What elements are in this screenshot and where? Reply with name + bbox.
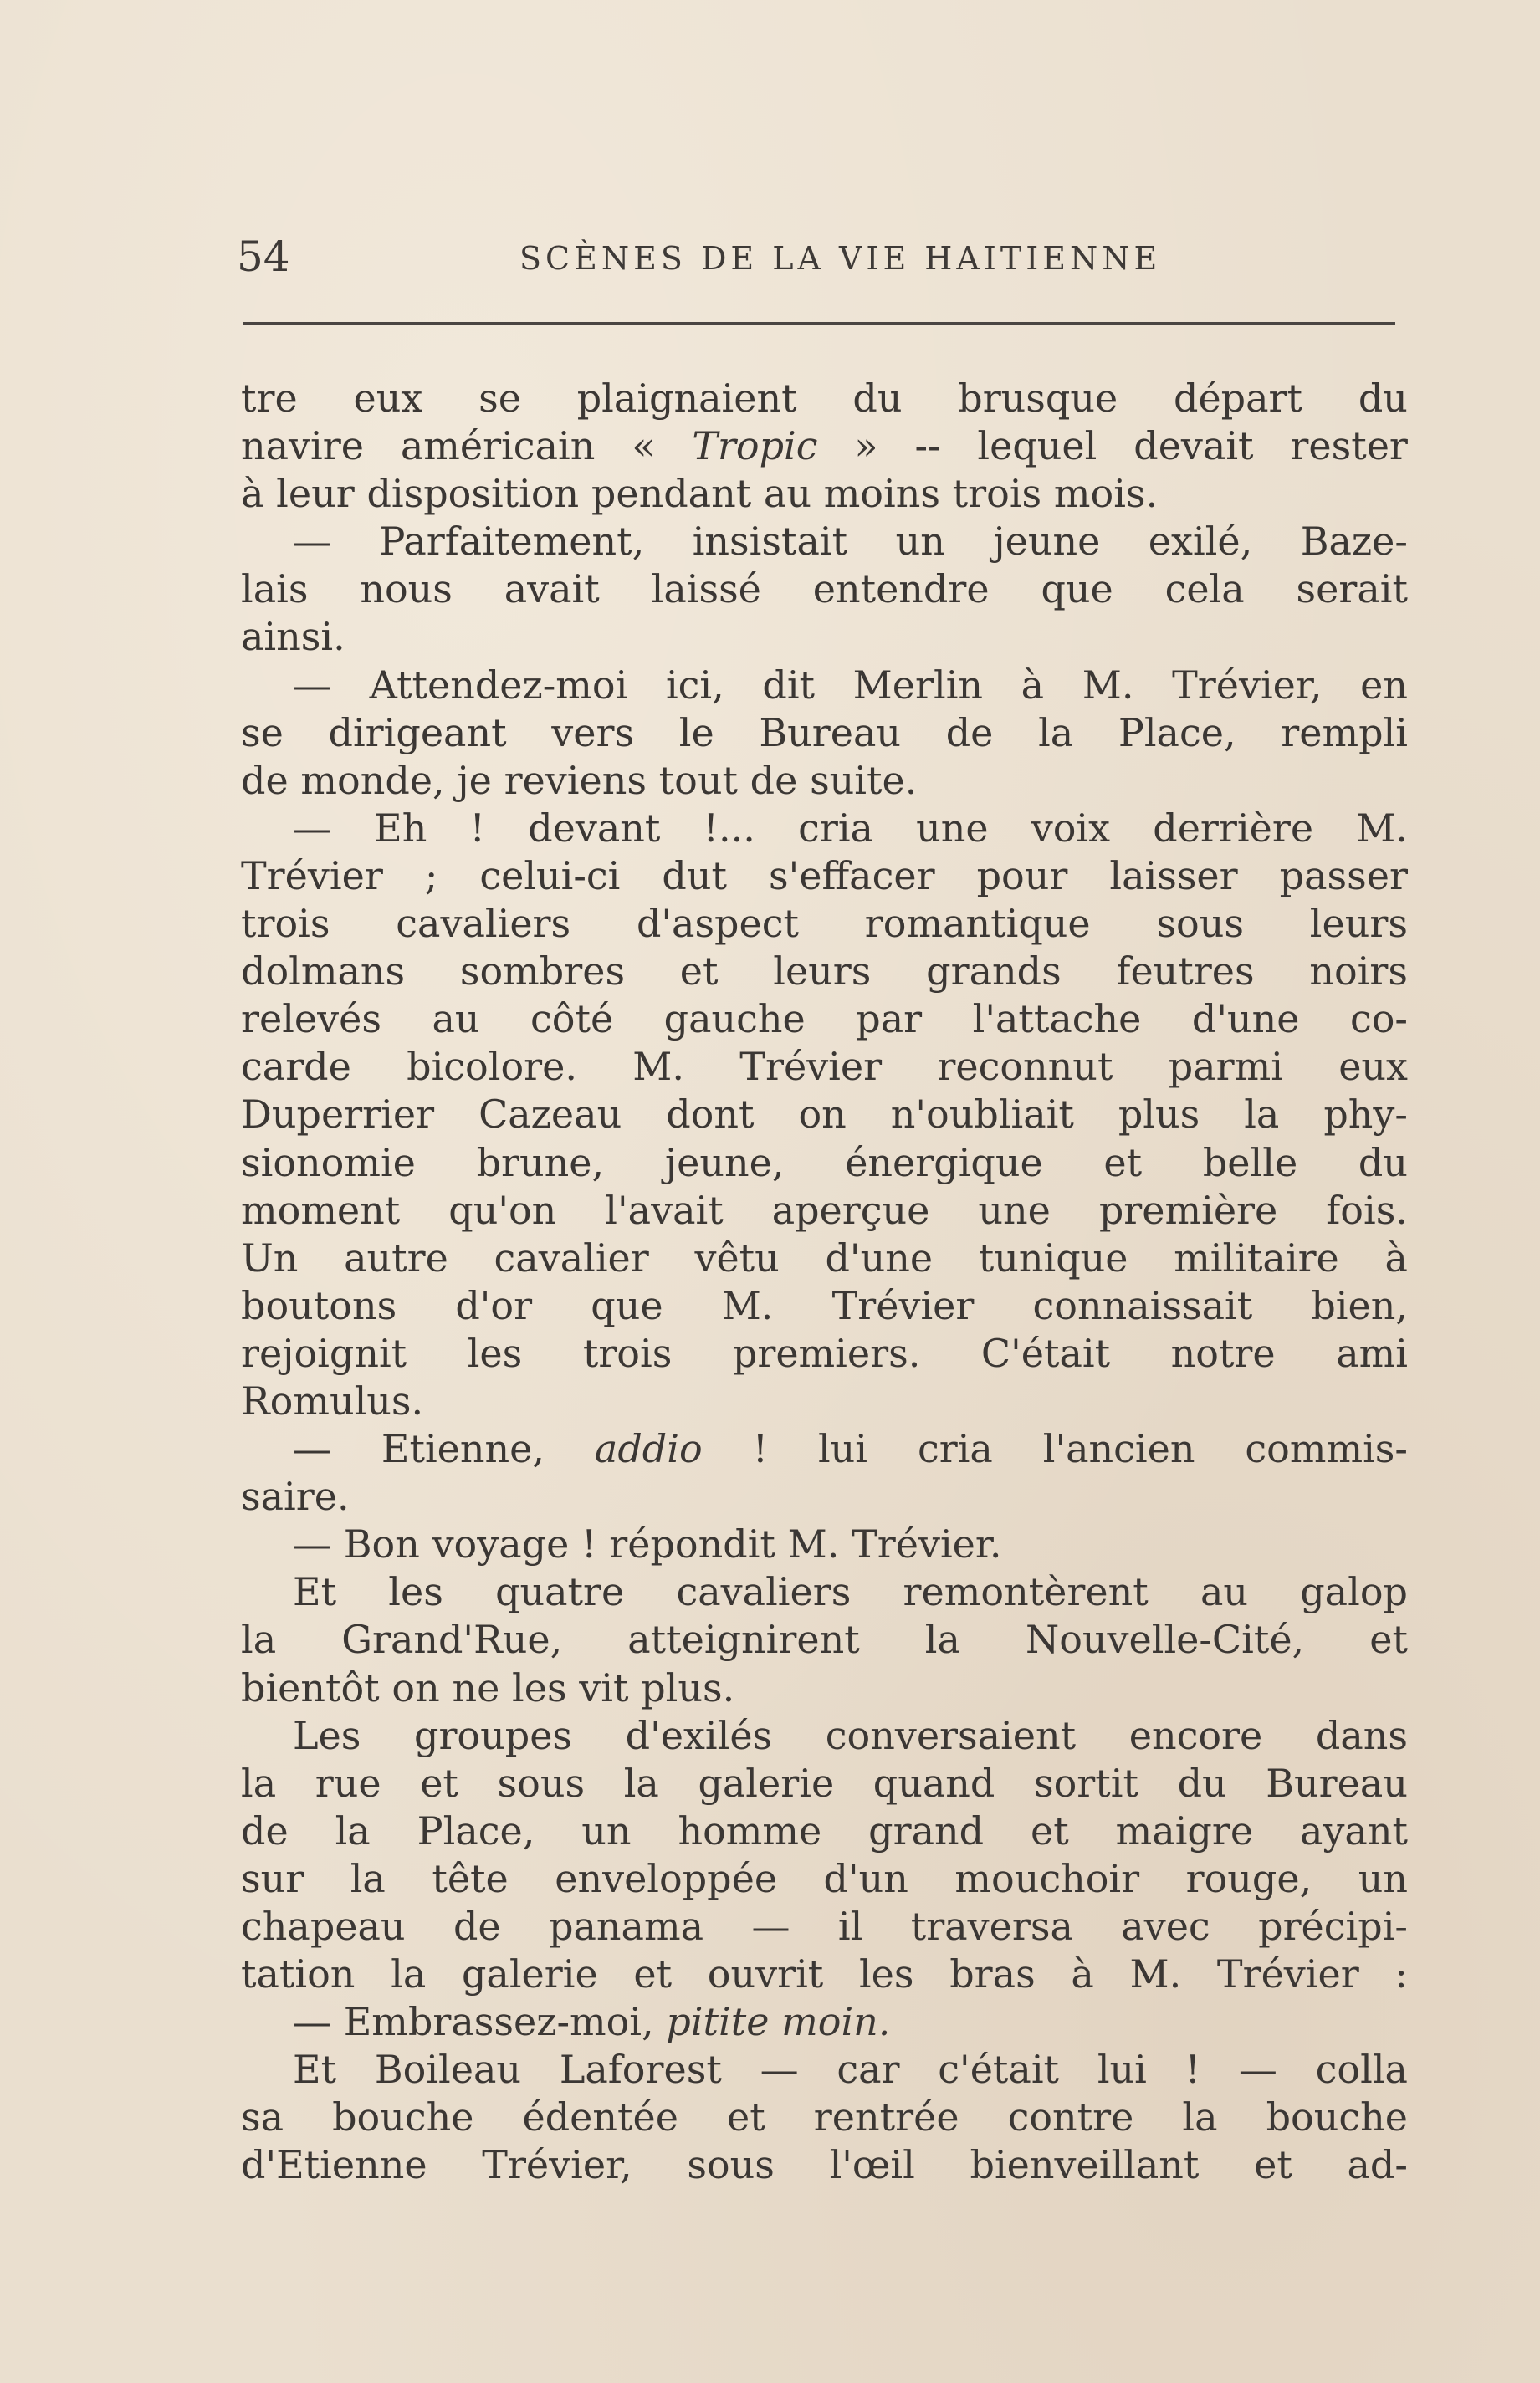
text-line: lais nous avait laissé entendre que cela serait: [241, 566, 1408, 612]
text-line: la rue et sous la galerie quand sortit du Bureau: [241, 1760, 1408, 1806]
text-line: tre eux se plaignaient du brusque départ du: [241, 376, 1408, 421]
text-line: rejoignit les trois premiers. C'était notre ami: [241, 1330, 1408, 1376]
text-line: tation la galerie et ouvrit les bras à M. Trévier :: [241, 1951, 1408, 1997]
body-text: [241, 375, 1408, 2190]
text-line: sionomie brune, jeune, énergique et belle du: [241, 1139, 1408, 1185]
text-line: Et Boileau Laforest — car c'était lui ! — colla: [293, 2047, 1408, 2093]
text-line: carde bicolore. M. Trévier reconnut parmi eux: [241, 1044, 1408, 1090]
text-line: — Eh ! devant !... cria une voix derrière M.: [293, 805, 1408, 851]
text-line: Et les quatre cavaliers remontèrent au galop: [293, 1569, 1408, 1615]
text-line: Trévier ; celui-ci dut s'effacer pour laisser passer: [241, 852, 1408, 898]
text-line: de la Place, un homme grand et maigre ayant: [241, 1808, 1408, 1854]
text-line: navire américain « Tropic » -- lequel devait rester: [241, 423, 1408, 469]
text-line: — Embrassez-moi, pitite moin.: [293, 1999, 891, 2045]
text-line: — Attendez-moi ici, dit Merlin à M. Trévier, en: [293, 662, 1408, 708]
text-line: sur la tête enveloppée d'un mouchoir rouge, un: [241, 1855, 1408, 1901]
text-line: chapeau de panama — il traversa avec précipi-: [241, 1904, 1408, 1949]
text-line: Romulus.: [241, 1378, 424, 1424]
text-line: la Grand'Rue, atteignirent la Nouvelle-Cité, et: [241, 1617, 1408, 1663]
text-line: trois cavaliers d'aspect romantique sous leurs: [241, 901, 1408, 947]
text-line: bientôt on ne les vit plus.: [241, 1665, 735, 1711]
text-line: — Bon voyage ! répondit M. Trévier.: [293, 1521, 1002, 1567]
text-line: — Etienne, addio ! lui cria l'ancien commis-: [293, 1426, 1408, 1472]
text-line: dolmans sombres et leurs grands feutres noirs: [241, 949, 1408, 995]
text-line: sa bouche édentée et rentrée contre la bouche: [241, 2094, 1408, 2140]
text-line: ainsi.: [241, 614, 345, 660]
text-line: à leur disposition pendant au moins trois mois.: [241, 471, 1159, 517]
text-line: de monde, je reviens tout de suite.: [241, 757, 918, 803]
header-rule: [243, 322, 1395, 325]
page-header: [237, 228, 1408, 286]
text-line: d'Etienne Trévier, sous l'œil bienveillant et ad-: [241, 2142, 1408, 2188]
text-line: saire.: [241, 1474, 350, 1520]
text-line: Les groupes d'exilés conversaient encore dans: [293, 1712, 1408, 1758]
running-title: SCÈNES DE LA VIE HAITIENNE: [519, 240, 1162, 277]
text-line: boutons d'or que M. Trévier connaissait bien,: [241, 1282, 1408, 1328]
text-line: Un autre cavalier vêtu d'une tunique militaire à: [241, 1235, 1408, 1281]
text-line: moment qu'on l'avait aperçue une première fois.: [241, 1187, 1408, 1233]
page-number: 54: [237, 233, 290, 281]
text-line: Duperrier Cazeau dont on n'oubliait plus la phy-: [241, 1092, 1408, 1138]
text-line: se dirigeant vers le Bureau de la Place, rempli: [241, 709, 1408, 755]
text-line: relevés au côté gauche par l'attache d'une co-: [241, 996, 1408, 1042]
text-line: — Parfaitement, insistait un jeune exilé, Baze-: [293, 519, 1408, 565]
